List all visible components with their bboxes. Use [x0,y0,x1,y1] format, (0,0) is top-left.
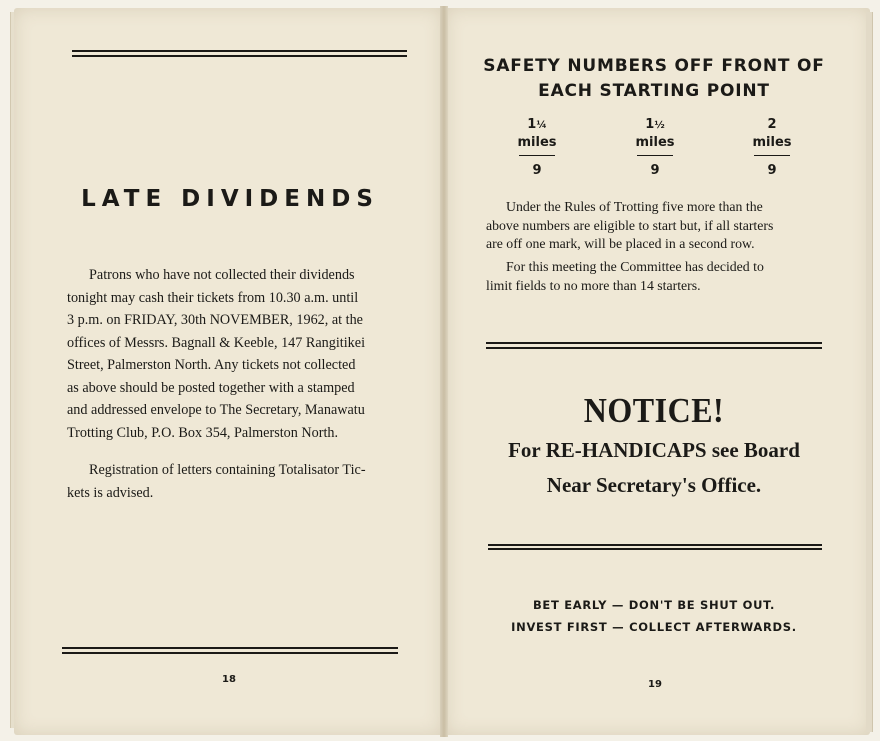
trotting-rules-paragraph [486,198,822,254]
fraction-bar [519,155,555,156]
heading-line: SAFETY NUMBERS OFF FRONT OF [483,56,825,76]
page-edge-right [866,12,873,732]
late-dividends-heading: LATE DIVIDENDS [81,186,379,212]
text-line: tonight may cash their tickets from 10.30 a.m. until [67,289,359,306]
text-line: For this meeting the Committee has decided to [506,259,764,274]
text-line: as above should be posted together with a stamped [67,379,355,396]
text-line: Registration of letters containing Totalisator Tic- [89,462,366,478]
fraction-bar [637,155,673,156]
lower-double-rule-right [488,544,822,550]
text-line: and addressed envelope to The Secretary, Manawatu [67,402,365,418]
safety-number: 9 [532,163,542,178]
text-line: above numbers are eligible to start but, if all starters [486,217,774,233]
rehandicaps-line: For RE-HANDICAPS see Board [508,438,800,462]
safety-number: 9 [650,163,660,178]
page-number-left: 18 [222,674,236,685]
distance-column [507,116,567,179]
safety-number: 9 [767,163,777,178]
text-line: Under the Rules of Trotting five more than the [506,199,763,214]
distance-column [625,116,685,179]
text-line: limit fields to no more than 14 starters. [486,277,701,293]
distance-whole: 1 [527,117,537,132]
text-line: Trotting Club, P.O. Box 354, Palmerston North. [67,424,339,441]
distance-unit: miles [752,135,792,150]
distance-unit: miles [635,135,675,150]
heading-line: EACH STARTING POINT [538,81,770,101]
text-line: 3 p.m. on FRIDAY, 30th NOVEMBER, 1962, at the [67,312,363,328]
dividends-paragraph [67,264,403,444]
distance-fraction: ¼ [536,120,547,131]
committee-paragraph [486,258,822,295]
fraction-bar [754,155,790,156]
distance-whole: 2 [767,117,777,132]
text-line: kets is advised. [67,484,154,501]
registration-paragraph [67,459,403,504]
text-line: Street, Palmerston North. Any tickets not collected [67,357,356,373]
text-line: are off one mark, will be placed in a second row. [486,236,755,252]
text-line: offices of Messrs. Bagnall & Keeble, 147 Rangitikei [67,334,366,351]
bottom-double-rule-left [62,647,398,654]
distance-whole: 1 [645,117,655,132]
text-line: Patrons who have not collected their dividends [89,267,355,283]
bet-early-slogan: BET EARLY — DON'T BE SHUT OUT. [532,598,776,612]
page-number-right: 19 [648,679,662,690]
invest-first-slogan: INVEST FIRST — COLLECT AFTERWARDS. [511,620,797,634]
top-double-rule-left [72,50,407,57]
distance-fraction: ½ [654,120,665,131]
notice-heading: NOTICE! [583,390,725,430]
distance-column [742,116,802,179]
distance-unit: miles [517,135,557,150]
secretary-office-line: Near Secretary's Office. [546,473,762,497]
safety-numbers-heading [482,54,826,104]
book-gutter [440,6,448,737]
middle-double-rule-right [486,342,822,349]
